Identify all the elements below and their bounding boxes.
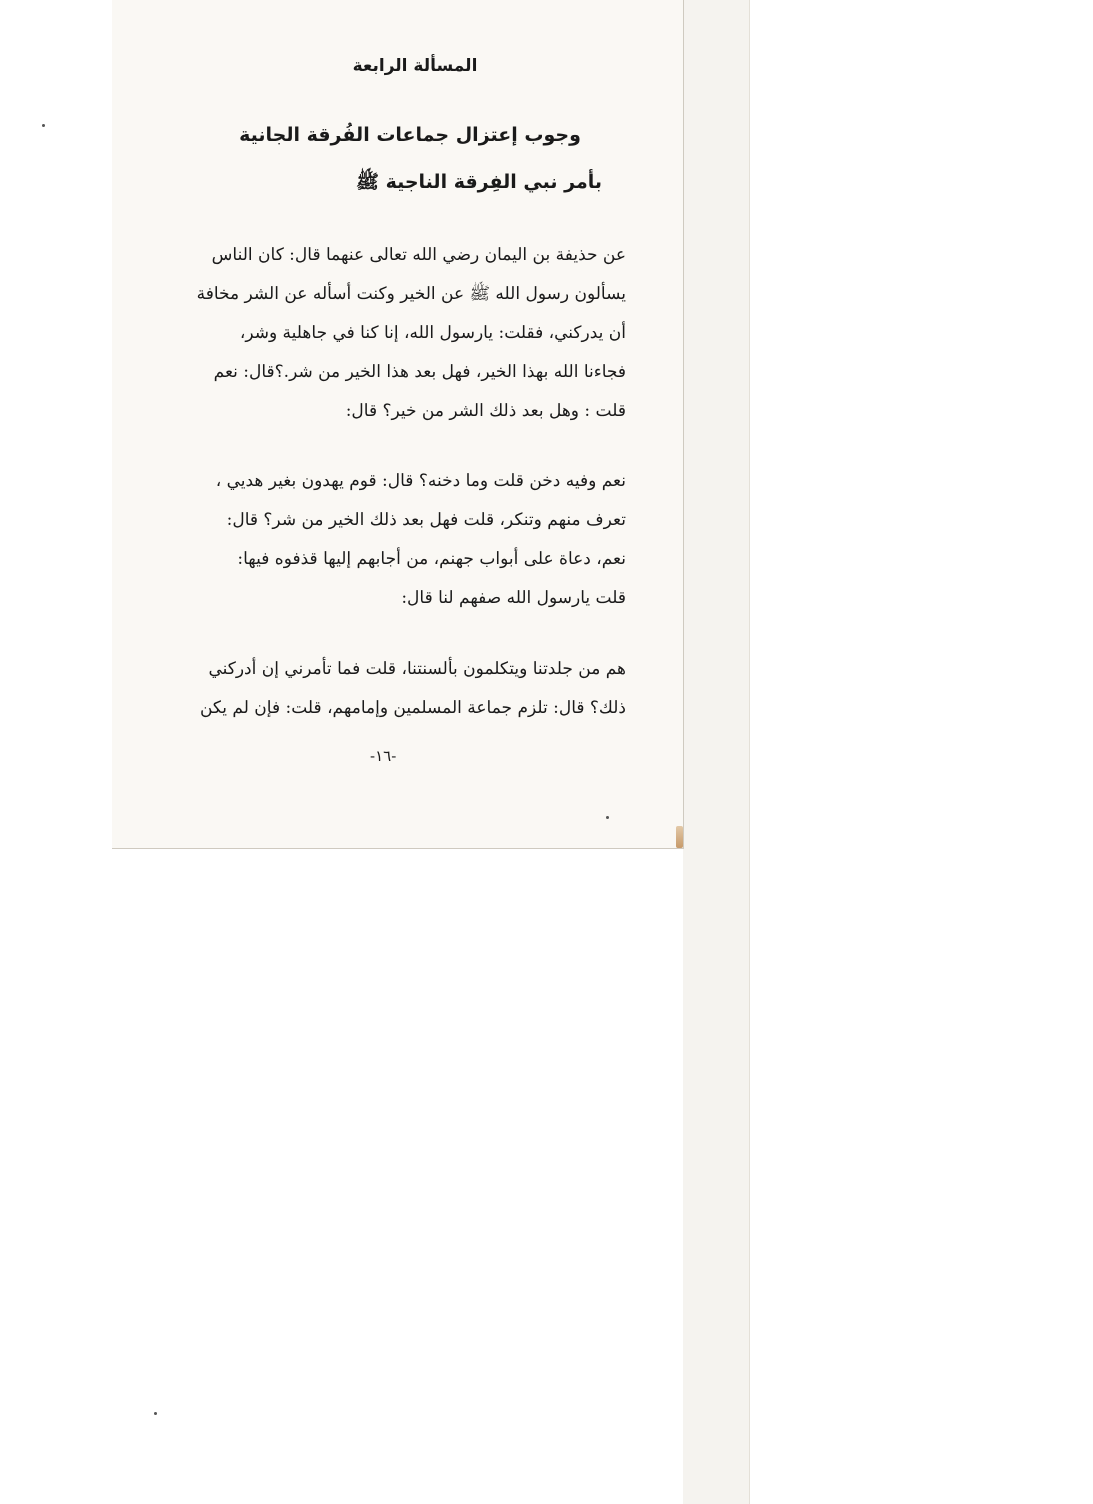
text-line: فجاءنا الله بهذا الخير، فهل بعد هذا الخير من شر.؟قال: نعم bbox=[213, 362, 626, 382]
paragraph-3 bbox=[164, 650, 626, 728]
paragraph-2 bbox=[164, 462, 626, 618]
page-edge-stain bbox=[676, 826, 683, 848]
chapter-heading: المسألة الرابعة bbox=[352, 56, 478, 76]
text-line: قلت يارسول الله صفهم لنا قال: bbox=[401, 588, 626, 608]
paragraph-1 bbox=[164, 236, 626, 431]
text-line: نعم، دعاة على أبواب جهنم، من أجابهم إليها قذفوه فيها: bbox=[237, 549, 626, 569]
section-title-line2 bbox=[164, 170, 626, 198]
scan-speck bbox=[606, 816, 609, 819]
text-line: يسألون رسول الله ﷺ عن الخير وكنت أسأله عن الشر مخافة bbox=[196, 284, 626, 304]
text-line: نعم وفيه دخن قلت وما دخنه؟ قال: قوم يهدون بغير هديي ، bbox=[215, 471, 626, 491]
section-title-line1: وجوب إعتزال جماعات الفُرقة الجانية bbox=[239, 124, 581, 146]
scan-speck bbox=[154, 1412, 157, 1415]
section-title-line2-text: بأمر نبي الفِرقة الناجية ﷺ bbox=[356, 171, 602, 193]
text-line: تعرف منهم وتنكر، قلت فهل بعد ذلك الخير من شر؟ قال: bbox=[226, 510, 626, 530]
text-line: قلت : وهل بعد ذلك الشر من خير؟ قال: bbox=[345, 401, 626, 421]
page-number: -١٦- bbox=[370, 747, 397, 765]
background-strip bbox=[683, 0, 750, 1504]
text-line: ذلك؟ قال: تلزم جماعة المسلمين وإمامهم، قلت: فإن لم يكن bbox=[199, 698, 626, 718]
scan-speck bbox=[42, 124, 45, 127]
text-line: هم من جلدتنا ويتكلمون بألسنتنا، قلت فما تأمرني إن أدركني bbox=[208, 659, 626, 679]
text-line: أن يدركني، فقلت: يارسول الله، إنا كنا في جاهلية وشر، bbox=[239, 323, 626, 343]
text-line: عن حذيفة بن اليمان رضي الله تعالى عنهما قال: كان الناس bbox=[211, 245, 626, 265]
